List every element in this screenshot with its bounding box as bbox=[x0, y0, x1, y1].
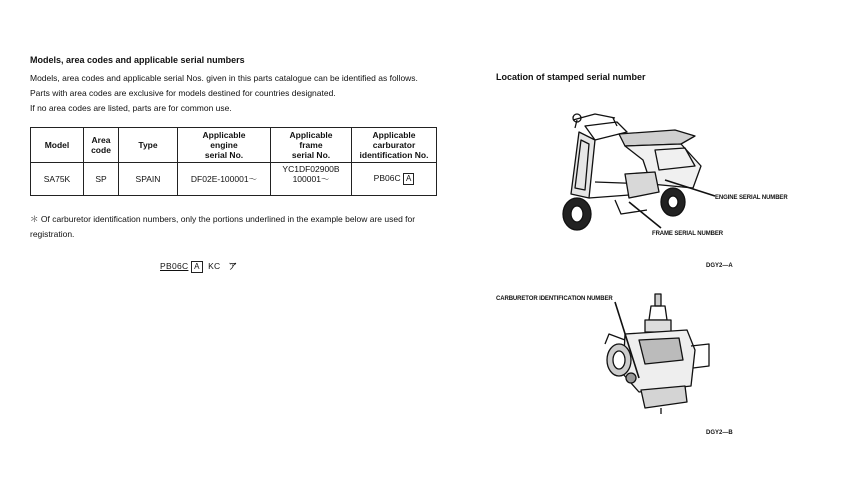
note-line-2: registration. bbox=[30, 229, 75, 239]
engine-serial-label: ENGINE SERIAL NUMBER bbox=[715, 195, 788, 201]
frame-serial-label: FRAME SERIAL NUMBER bbox=[652, 231, 723, 237]
table-row bbox=[31, 163, 437, 196]
figure-code-a: DGY2—A bbox=[706, 263, 733, 269]
paragraph-3: If no area codes are listed, parts are for common use. bbox=[30, 103, 232, 113]
carburetor-illustration bbox=[595, 290, 715, 415]
header-type: Type bbox=[119, 128, 178, 163]
cell-engine-serial: DF02E-100001～ bbox=[178, 163, 271, 196]
carb-id-box: A bbox=[403, 173, 414, 185]
table-header-row bbox=[31, 128, 437, 163]
cell-type: SPAIN bbox=[119, 163, 178, 196]
serial-number-table bbox=[30, 127, 437, 196]
cell-model: SA75K bbox=[31, 163, 84, 196]
header-carb-id: Applicable carburator identification No. bbox=[352, 128, 437, 163]
header-engine-serial: Applicable engine serial No. bbox=[178, 128, 271, 163]
paragraph-1: Models, area codes and applicable serial Nos. given in this parts catalogue can be identified as follows. bbox=[30, 73, 418, 83]
note-line-1: ＊ Of carburetor identification numbers, only the portions underlined in the example below are used for bbox=[30, 214, 416, 224]
section-heading: Models, area codes and applicable serial numbers bbox=[30, 55, 245, 65]
header-model: Model bbox=[31, 128, 84, 163]
paragraph-2: Parts with area codes are exclusive for models destined for countries designated. bbox=[30, 88, 336, 98]
example-underlined-code: PB06C bbox=[160, 261, 189, 271]
example-suffix: KC bbox=[208, 261, 221, 271]
carb-id-example bbox=[160, 260, 237, 273]
cell-area-code: SP bbox=[84, 163, 119, 196]
cell-carb-id: PB06C A bbox=[352, 163, 437, 196]
header-frame-serial: Applicable frame serial No. bbox=[271, 128, 352, 163]
example-box: A bbox=[191, 261, 203, 273]
cell-frame-serial: YC1DF02900B 100001～ bbox=[271, 163, 352, 196]
scooter-illustration bbox=[555, 110, 725, 240]
carb-id-label: CARBURETOR IDENTIFICATION NUMBER bbox=[496, 296, 613, 302]
header-area-code: Area code bbox=[84, 128, 119, 163]
location-title: Location of stamped serial number bbox=[496, 72, 646, 82]
example-kana: ア bbox=[228, 261, 238, 271]
figure-code-b: DGY2—B bbox=[706, 430, 733, 436]
